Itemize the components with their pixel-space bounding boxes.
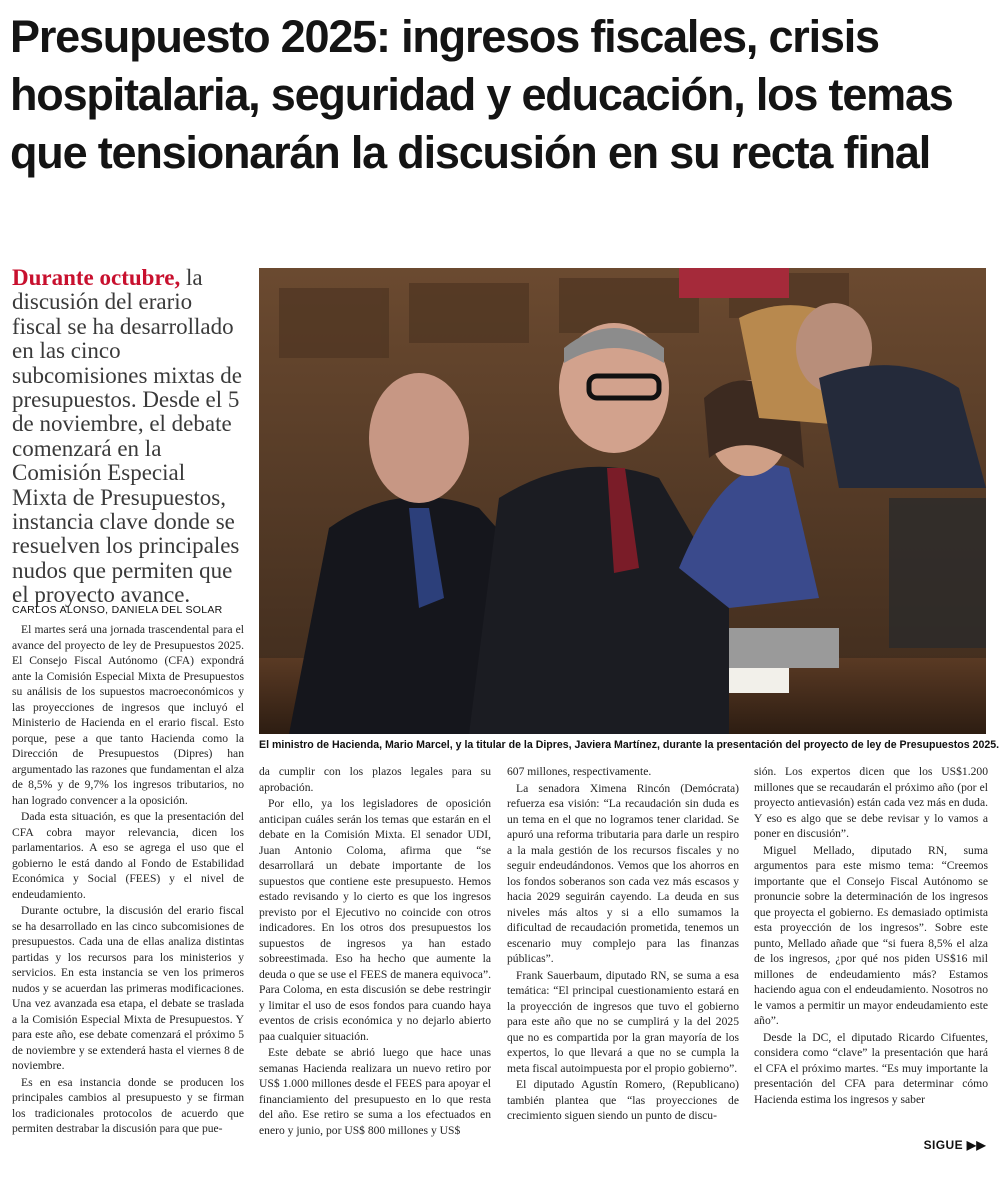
continue-link[interactable]: SIGUE ▶▶ — [923, 1138, 986, 1152]
paragraph: Por ello, ya los legisladores de oposición anticipan cuáles serán los temas que estarán en el debate en la Comisión Mixta. El senador UDI, Juan Antonio Coloma, afirma que “se desarrollará un debate importante de los supuestos que contiene este presupuesto. Hemos estado revisando y lo cierto es que los ingresos previsto por el Ejecutivo no coincide con otros indicadores. En los otros dos presupuestos los supuestos de ingresos ya han estado sobreestimada. Eso ha hecho que aumente la deuda o que se use el FEES de manera equivoca”. Para Coloma, en esta discusión se debe restringir y limitar el uso de esos fondos para cuando haya eventos de crisis económica y no dejarlo abierto paa cualquier situación. — [259, 797, 491, 1043]
paragraph: El martes será una jornada trascendental para el avance del proyecto de ley de Presupuestos 2025. El Consejo Fiscal Autónomo (CFA) expondrá ante la Comisión Especial Mixta de Presupuestos su análisis de los supuestos macroeconómicos y las proyecciones de ingresos que incluyó el Ministerio de Hacienda en el erario fiscal. Esto porque, pese a que tanto Hacienda como la Dirección de Presupuestos (Dipres) han argumentado las razones que fundamentan el alza de 8,5% y de 9,7% los ingresos tributarios, no han logrado convencer a la oposición. — [12, 623, 244, 807]
paragraph: Es en esa instancia donde se producen los principales cambios al presupuesto y se firman los tradicionales protocolos de acuerdo que permiten destrabar la discusión para que pue- — [12, 1075, 244, 1135]
paragraph: da cumplir con los plazos legales para su aprobación. — [259, 765, 491, 794]
body-column-1 — [12, 622, 244, 1138]
paragraph: Este debate se abrió luego que hace unas semanas Hacienda realizara un nuevo retiro por US$ 1.000 millones desde el FEES para apoyar el financiamiento del presupuesto en lo que resta del año. Ese retiro se suma a los efectuados en enero y junio, por US$ 800 millones y US$ — [259, 1046, 491, 1137]
article-photo — [259, 268, 986, 734]
lead-text: la discusión del erario fiscal se ha desarrollado en las cinco subcomisiones mixtas de presupuestos. Desde el 5 de noviembre, el debate comenzará en la Comisión Especial Mixta de Presupuestos, instancia clave donde se resuelven los principales nudos que permiten que el proyecto avance. — [12, 265, 242, 608]
paragraph: Miguel Mellado, diputado RN, suma argumentos para este mismo tema: “Creemos importante que el Consejo Fiscal Autónomo se pronuncie sobre la determinación de los ingresos que proyecta el gobierno. Es demasiado optimista esta proyección de los ingresos”. Sobre este punto, Mellado añade que “si fuera 8,5% el alza de los ingresos, ¿por qué nos piden US$16 mil millones de endeudamiento más? Estamos haciendo agua con el endeudamiento. Nosotros no le vamos a permitir un mayor endeudamiento este año”. — [754, 843, 988, 1027]
paragraph: Frank Sauerbaum, diputado RN, se suma a esa temática: “El principal cuestionamiento estará en la proyección de ingresos que tuvo el gobierno para este año que no se cumplirá y la del 2025 que no es compartida por la gran mayoría de los expertos, lo que llevará a que no se cumpla la meta fiscal autoimpuesta por el propio gobierno”. — [507, 968, 739, 1075]
body-column-4 — [754, 764, 988, 1108]
background-red-seat — [679, 268, 789, 298]
photo-illustration — [259, 268, 986, 734]
paragraph: Durante octubre, la discusión del erario fiscal se ha desarrollado en las cinco subcomisiones de presupuestos. Cada una de ellas analiza distintas partidas y los recursos para los ministerios y servicios. En esta instancia se ven los primeros nudos y se acuerdan las primeras modificaciones. Una vez avanzada esa etapa, el debate se traslada a la Comisión Especial Mixta de Presupuestos. Y para este año, ese debate comenzará el próximo 5 de noviembre y se extenderá hasta el viernes 8 de noviembre. — [12, 904, 244, 1072]
paragraph: Desde la DC, el diputado Ricardo Cifuentes, considera como “clave” la presentación que hará el CFA el próximo martes. “Es muy importante la presentación del CFA para determinar cómo Hacienda estima los ingresos y saber — [754, 1030, 988, 1106]
lead-kicker: Durante octubre, — [12, 265, 181, 290]
paragraph: 607 millones, respectivamente. — [507, 765, 652, 778]
byline: CARLOS ALONSO, DANIELA DEL SOLAR — [12, 604, 223, 616]
photo-caption: El ministro de Hacienda, Mario Marcel, y la titular de la Dipres, Javiera Martínez, durante la presentación del proyecto de ley de Presupuestos 2025. — [259, 739, 1000, 751]
article-headline: Presupuesto 2025: ingresos fiscales, crisis hospitalaria, seguridad y educación, los temas que tensionarán la discusión en su recta final — [10, 11, 953, 178]
paragraph: El diputado Agustín Romero, (Republicano) también plantea que “las proyecciones de crecimiento siguen siendo un punto de discu- — [507, 1078, 739, 1122]
paragraph: Dada esta situación, es que la presentación del CFA cobra mayor relevancia, dicen los parlamentarios. A eso se agrega el uso que el gobierno le está dando al Fondo de Estabilidad Económica y Social (FEES) y el nivel de endeudamiento. — [12, 810, 244, 901]
paragraph: La senadora Ximena Rincón (Demócrata) refuerza esa visión: “La recaudación sin duda es un tema en el que no logramos tener claridad. Se apuró una reforma tributaria para darle un respiro a la mala gestión de los recursos fiscales y no seguir endeudándonos. Vemos que los ahorros en los fondos soberanos son cada vez más escasos y hacia 2029 seguirán cayendo. La deuda en sus niveles más altos y si a ello sumamos la dificultad de recaudación prometida, tenemos un escenario muy complejo para las finanzas públicas”. — [507, 781, 739, 965]
body-column-2 — [259, 764, 491, 1139]
article-lead — [12, 266, 244, 608]
body-column-3 — [507, 764, 739, 1125]
paragraph: sión. Los expertos dicen que los US$1.200 millones que se recaudarán el próximo año (por el proyecto antievasión) están cada vez más en duda. Y eso es algo que se debe revisar y lo vamos a poner en discusión”. — [754, 765, 988, 840]
